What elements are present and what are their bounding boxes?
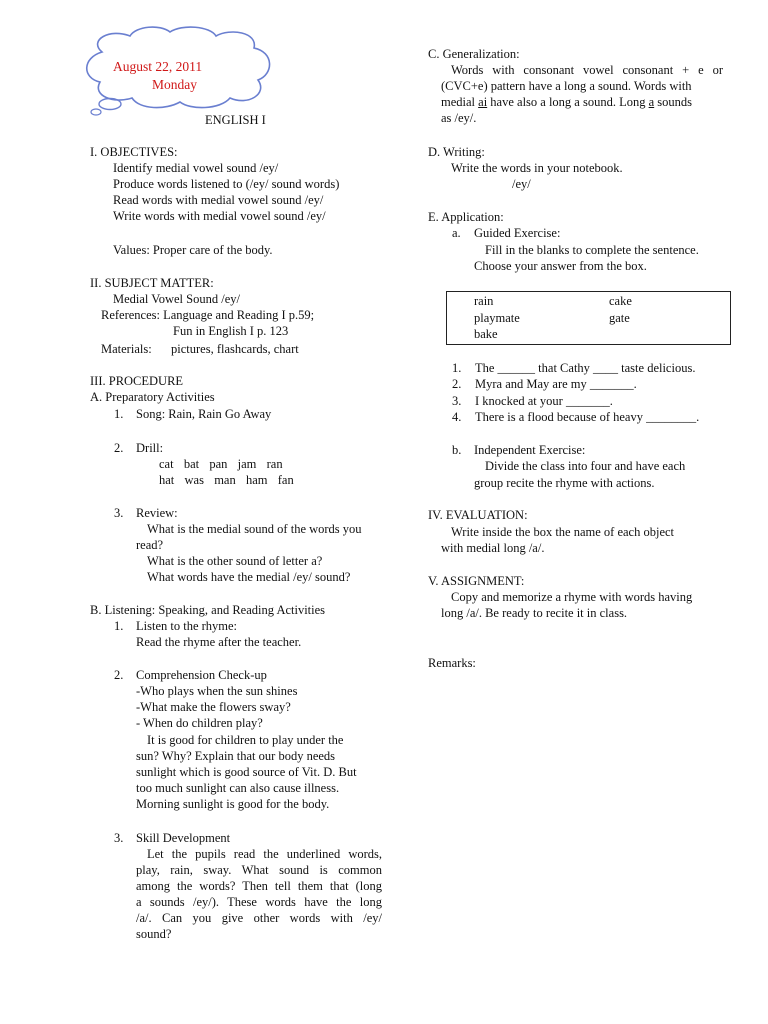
item-number: 3. (114, 831, 124, 845)
generalization-text-line3 (441, 94, 692, 110)
skill-text: /a/. Can you give other words with /ey/ (136, 911, 382, 925)
box-word: cake (609, 294, 632, 308)
generalization-text: (CVC+e) pattern have a long a sound. Words with (441, 79, 692, 93)
review-question: What words have the medial /ey/ sound? (147, 570, 351, 584)
objective-item: Read words with medial vowel sound /ey/ (113, 193, 324, 207)
evaluation-text: with medial long /a/. (441, 541, 545, 555)
guided-exercise-title: Guided Exercise: (474, 226, 561, 240)
box-word: bake (474, 327, 498, 341)
listen-sub: Read the rhyme after the teacher. (136, 635, 302, 649)
underlined-a: a (648, 95, 655, 109)
comprehension-question: -Who plays when the sun shines (136, 684, 298, 698)
generalization-text: medial (441, 95, 479, 109)
sentence-text: The ______ that Cathy ____ taste delicious. (475, 361, 696, 375)
writing-heading: D. Writing: (428, 145, 485, 159)
item-number: 2. (114, 441, 124, 455)
assignment-text: long /a/. Be ready to recite it in class. (441, 606, 628, 620)
review-question: What is the medial sound of the words you (147, 522, 362, 536)
comprehension-text: sunlight which is good source of Vit. D. But (136, 765, 357, 779)
sentence-number: 4. (452, 410, 462, 424)
generalization-heading: C. Generalization: (428, 47, 520, 61)
procedure-heading: III. PROCEDURE (90, 374, 184, 388)
independent-instruction: Divide the class into four and have each (485, 459, 686, 473)
skill-text: among the words? Then tell them that (long (136, 879, 382, 893)
subject-matter-heading: II. SUBJECT MATTER: (90, 276, 214, 290)
references-line-2: Fun in English I p. 123 (173, 324, 289, 338)
objective-item: Produce words listened to (/ey/ sound words) (113, 177, 340, 191)
box-word: rain (474, 294, 494, 308)
sub-label: b. (452, 443, 462, 457)
comprehension-question: - When do children play? (136, 716, 263, 730)
drill-label: Drill: (136, 441, 164, 455)
independent-exercise-title: Independent Exercise: (474, 443, 586, 457)
skill-label: Skill Development (136, 831, 231, 845)
objective-item: Write words with medial vowel sound /ey/ (113, 209, 326, 223)
review-question: read? (136, 538, 164, 552)
box-word: playmate (474, 311, 520, 325)
assignment-heading: V. ASSIGNMENT: (428, 574, 525, 588)
sub-label: a. (452, 226, 461, 240)
objective-item: Identify medial vowel sound /ey/ (113, 161, 279, 175)
drill-row: cat bat pan jam ran (159, 457, 283, 471)
review-question: What is the other sound of letter a? (147, 554, 323, 568)
comprehension-text: Morning sunlight is good for the body. (136, 797, 330, 811)
values-line: Values: Proper care of the body. (113, 243, 273, 257)
skill-text: sound? (136, 927, 172, 941)
lesson-date: August 22, 2011 (113, 59, 203, 74)
sentence-text: Myra and May are my _______. (475, 377, 637, 391)
generalization-text: as /ey/. (441, 111, 477, 125)
subject-topic: Medial Vowel Sound /ey/ (113, 292, 240, 306)
drill-row: hat was man ham fan (159, 473, 294, 487)
review-label: Review: (136, 506, 178, 520)
skill-text: Let the pupils read the underlined words, (147, 847, 382, 861)
listening-heading: B. Listening: Speaking, and Reading Activities (90, 603, 326, 617)
generalization-text: Words with consonant vowel consonant + e or (451, 63, 723, 77)
objectives-heading: I. OBJECTIVES: (90, 145, 178, 159)
listen-line: Listen to the rhyme: (136, 619, 238, 633)
guided-instruction: Choose your answer from the box. (474, 259, 647, 273)
comprehension-label: Comprehension Check-up (136, 668, 267, 682)
generalization-text: sounds (654, 95, 693, 109)
application-heading: E. Application: (428, 210, 504, 224)
materials-label: Materials: (101, 342, 152, 356)
sentence-number: 2. (452, 377, 462, 391)
writing-text: Write the words in your notebook. (451, 161, 623, 175)
item-number: 1. (114, 407, 124, 421)
sentence-number: 3. (452, 394, 462, 408)
materials-value: pictures, flashcards, chart (171, 342, 299, 356)
writing-sound: /ey/ (512, 177, 531, 191)
sentence-number: 1. (452, 361, 462, 375)
song-line: Song: Rain, Rain Go Away (136, 407, 272, 421)
assignment-text: Copy and memorize a rhyme with words having (451, 590, 693, 604)
underlined-ai: ai (478, 95, 488, 109)
preparatory-heading: A. Preparatory Activities (90, 390, 215, 404)
skill-text: a sounds /ey/). These words have the long (136, 895, 382, 909)
independent-instruction: group recite the rhyme with actions. (474, 476, 655, 490)
sentence-text: I knocked at your _______. (475, 394, 613, 408)
sentence-text: There is a flood because of heavy ________. (475, 410, 700, 424)
comprehension-text: It is good for children to play under the (147, 733, 344, 747)
generalization-text: have also a long a sound. Long (487, 95, 649, 109)
evaluation-heading: IV. EVALUATION: (428, 508, 528, 522)
item-number: 2. (114, 668, 124, 682)
comprehension-text: sun? Why? Explain that our body needs (136, 749, 336, 763)
lesson-day: Monday (152, 77, 197, 92)
references-line: References: Language and Reading I p.59; (101, 308, 315, 322)
subject-title: ENGLISH I (205, 113, 266, 127)
skill-text: play, rain, sway. What sound is common (136, 863, 382, 877)
evaluation-text: Write inside the box the name of each object (451, 525, 675, 539)
item-number: 1. (114, 619, 124, 633)
item-number: 3. (114, 506, 124, 520)
box-word: gate (609, 311, 630, 325)
comprehension-text: too much sunlight can also cause illness. (136, 781, 340, 795)
comprehension-question: -What make the flowers sway? (136, 700, 291, 714)
remarks-label: Remarks: (428, 656, 476, 670)
guided-instruction: Fill in the blanks to complete the sentence. (485, 243, 699, 257)
